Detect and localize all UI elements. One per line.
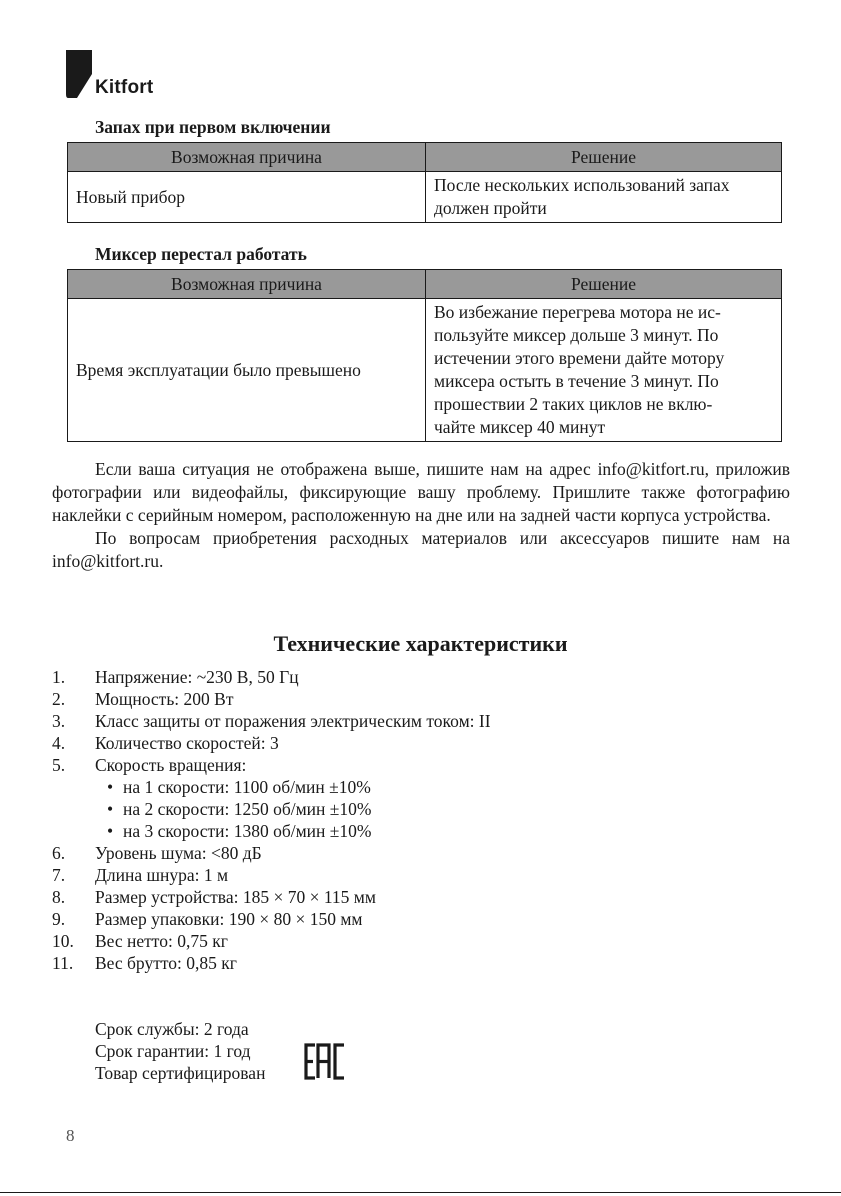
cause-cell: Время эксплуатации было превышено (68, 299, 426, 442)
bullet-icon: • (107, 777, 114, 797)
header-solution: Решение (426, 143, 782, 172)
specs-list (52, 666, 491, 974)
spec-text: Скорость вращения: (95, 755, 247, 775)
spec-text: Уровень шума: <80 дБ (95, 843, 262, 863)
speed-text: на 1 скорости: 1100 об/мин ±10% (123, 777, 371, 797)
spec-item (52, 886, 491, 908)
solution-cell (426, 299, 782, 442)
bottom-divider (0, 1192, 841, 1193)
spec-text: Напряжение: ~230 В, 50 Гц (95, 667, 299, 687)
spec-number: 11. (52, 953, 74, 973)
table-mixer-stopped (67, 269, 782, 442)
eac-mark (303, 1043, 347, 1080)
spec-number: 8. (52, 887, 66, 907)
solution-line: После нескольких использований запах (434, 175, 730, 195)
spec-text: Вес брутто: 0,85 кг (95, 953, 237, 973)
spec-item (52, 908, 491, 930)
spec-text: Количество скоростей: 3 (95, 733, 279, 753)
solution-line: истечении этого времени дайте мотору (434, 348, 725, 368)
contact-text (52, 458, 790, 573)
header-cause: Возможная причина (68, 270, 426, 299)
spec-number: 7. (52, 865, 66, 885)
spec-text: Класс защиты от поражения электрическим током: II (95, 711, 491, 731)
paragraph-contact: Если ваша ситуация не отображена выше, пишите нам на адрес info@kitfort.ru, приложив фотографии или видеофайлы, фиксирующие вашу проблему. Пришлите также фотографию наклейки с серийным номером, расположенную на дне или на задней части корпуса устройства. (52, 459, 790, 525)
spec-text: Мощность: 200 Вт (95, 689, 234, 709)
table-header-row (68, 143, 782, 172)
solution-line: должен пройти (434, 198, 547, 218)
service-life: Срок службы: 2 года (95, 1019, 249, 1039)
section-heading-smell: Запах при первом включении (95, 117, 331, 137)
brand-name: Kitfort (95, 77, 154, 98)
solution-cell (426, 172, 782, 223)
spec-item (52, 864, 491, 886)
section-heading-mixer-stopped: Миксер перестал работать (95, 244, 307, 264)
bullet-icon: • (107, 799, 114, 819)
spec-item (52, 732, 491, 754)
certification-note: Товар сертифицирован (95, 1063, 266, 1083)
warranty-period: Срок гарантии: 1 год (95, 1041, 251, 1061)
spec-number: 6. (52, 843, 66, 863)
header-cause: Возможная причина (68, 143, 426, 172)
spec-item (52, 710, 491, 732)
spec-text: Размер устройства: 185 × 70 × 115 мм (95, 887, 376, 907)
header-solution: Решение (426, 270, 782, 299)
speed-text: на 3 скорости: 1380 об/мин ±10% (123, 821, 372, 841)
spec-item (52, 754, 491, 776)
spec-number: 10. (52, 931, 74, 951)
speed-text: на 2 скорости: 1250 об/мин ±10% (123, 799, 372, 819)
solution-line: миксера остыть в течение 3 минут. По (434, 371, 719, 391)
table-header-row (68, 270, 782, 299)
paragraph-accessories: По вопросам приобретения расходных материалов или аксессуаров пишите нам на info@kitfort.ru. (52, 528, 790, 571)
spec-item (52, 666, 491, 688)
kitfort-logo-icon (66, 50, 94, 98)
spec-text: Размер упаковки: 190 × 80 × 150 мм (95, 909, 363, 929)
spec-text: Длина шнура: 1 м (95, 865, 229, 885)
solution-line: Во избежание перегрева мотора не ис- (434, 302, 721, 322)
spec-number: 9. (52, 909, 66, 929)
spec-item (52, 952, 491, 974)
spec-text: Вес нетто: 0,75 кг (95, 931, 228, 951)
specs-title: Технические характеристики (273, 631, 568, 656)
table-row (68, 172, 782, 223)
page-number: 8 (66, 1126, 75, 1145)
speed-item (52, 820, 491, 842)
spec-number: 3. (52, 711, 66, 731)
cause-cell: Новый прибор (68, 172, 426, 223)
solution-line: чайте миксер 40 минут (434, 417, 606, 437)
spec-number: 2. (52, 689, 66, 709)
spec-number: 4. (52, 733, 66, 753)
solution-line: прошествии 2 таких циклов не вклю- (434, 394, 713, 414)
spec-item (52, 842, 491, 864)
solution-line: пользуйте миксер дольше 3 минут. По (434, 325, 719, 345)
spec-number: 1. (52, 667, 66, 687)
kitfort-logo (66, 50, 186, 102)
bullet-icon: • (107, 821, 114, 841)
warranty-block (95, 1018, 265, 1084)
speed-item (52, 776, 491, 798)
table-row (68, 299, 782, 442)
spec-number: 5. (52, 755, 66, 775)
table-smell (67, 142, 782, 223)
speed-item (52, 798, 491, 820)
eac-certification-icon (303, 1043, 347, 1080)
spec-item (52, 688, 491, 710)
spec-item (52, 930, 491, 952)
